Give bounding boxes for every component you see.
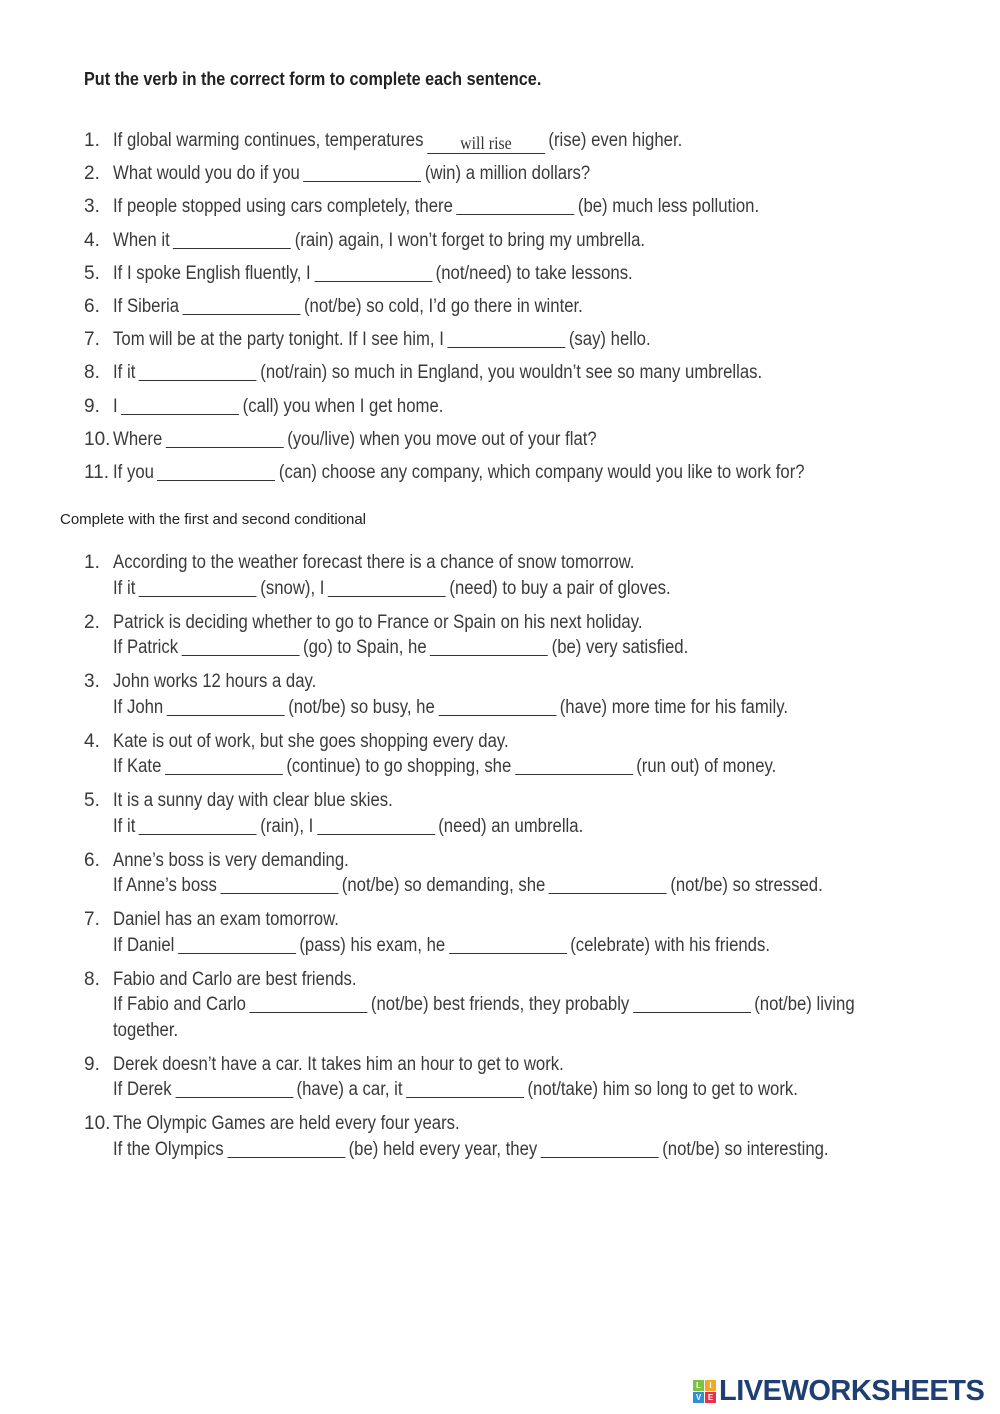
answer-blank[interactable] — [139, 814, 257, 835]
sentence-line — [113, 754, 855, 780]
answer-blank[interactable] — [183, 294, 301, 315]
item-number: 4. — [84, 730, 100, 752]
sentence-text: (not/be) so cold, I’d go there in winter. — [303, 295, 583, 317]
sentence-line — [113, 1018, 855, 1044]
sentence-text: (rain), I — [260, 815, 314, 837]
sentence-text: If Patrick — [113, 637, 179, 658]
sentence-text: (win) a million dollars? — [424, 163, 591, 185]
sentence-text: (rain) again, I won’t forget to bring my umbrella. — [294, 229, 646, 251]
logo-text: LIVEWORKSHEETS — [719, 1375, 985, 1407]
answer-blank[interactable] — [121, 394, 239, 415]
sentence-text: What would you do if you — [113, 163, 300, 185]
sentence-line — [113, 576, 855, 602]
section2-list — [84, 550, 960, 1171]
sentence-text: I — [113, 395, 118, 417]
sentence-text: If Daniel — [113, 934, 175, 956]
sentence-text: If Kate — [113, 756, 162, 777]
sentence-text: If John — [113, 696, 164, 718]
exercise-item — [84, 290, 903, 323]
answer-blank[interactable] — [430, 635, 548, 656]
sentence-line — [113, 190, 805, 223]
sentence-text: (pass) his exam, he — [299, 934, 446, 956]
sentence-line — [113, 610, 855, 636]
exercise-item — [84, 1052, 960, 1103]
answer-blank[interactable] — [449, 933, 567, 954]
sentence-text: When it — [113, 229, 170, 251]
sentence-text: (go) to Spain, he — [303, 637, 427, 658]
item-number: 11. — [84, 461, 110, 483]
exercise-item — [84, 1111, 960, 1162]
sentence-line — [113, 992, 855, 1018]
sentence-line — [113, 124, 805, 157]
answer-blank[interactable] — [541, 1137, 659, 1158]
sentence-text: (have) more time for his family. — [559, 696, 788, 718]
answer-blank[interactable] — [165, 754, 283, 775]
sentence-text: If Siberia — [113, 295, 180, 317]
answer-blank[interactable] — [227, 1137, 345, 1158]
answer-blank[interactable]: will rise — [427, 133, 545, 154]
sentence-text: (have) a car, it — [296, 1079, 403, 1100]
exercise-item — [84, 124, 903, 157]
item-number: 1. — [84, 552, 100, 573]
answer-blank[interactable] — [515, 754, 633, 775]
item-number: 5. — [84, 262, 100, 284]
section1-list — [84, 124, 903, 489]
item-number: 7. — [84, 329, 100, 351]
answer-blank[interactable] — [406, 1077, 524, 1098]
sentence-line — [113, 157, 805, 190]
sentence-text: (need) an umbrella. — [438, 815, 584, 837]
answer-blank[interactable] — [167, 695, 285, 716]
item-number: 9. — [84, 1053, 100, 1075]
logo-letter: L — [693, 1380, 704, 1391]
sentence-text: It is a sunny day with clear blue skies. — [113, 790, 393, 811]
sentence-text: (can) choose any company, which company would you like to work for? — [278, 461, 805, 483]
item-number: 2. — [84, 611, 100, 633]
item-number: 9. — [84, 395, 100, 417]
sentence-text: Fabio and Carlo are best friends. — [113, 968, 357, 990]
item-number: 1. — [84, 130, 100, 151]
exercise-item — [84, 848, 960, 899]
sentence-text: The Olympic Games are held every four years. — [113, 1113, 460, 1134]
sentence-text: According to the weather forecast there is a chance of snow tomorrow. — [113, 552, 635, 573]
sentence-line — [113, 290, 805, 323]
sentence-line — [113, 907, 855, 933]
item-number: 6. — [84, 295, 100, 317]
logo-letter: V — [693, 1392, 704, 1403]
item-number: 2. — [84, 163, 100, 185]
sentence-text: If people stopped using cars completely, there — [113, 196, 453, 218]
sentence-text: (not/be) so stressed. — [670, 875, 823, 896]
sentence-text: (not/be) so interesting. — [662, 1138, 829, 1160]
exercise-item — [84, 550, 960, 601]
answer-blank[interactable] — [182, 635, 300, 656]
sentence-text: (not/be) so busy, he — [288, 696, 435, 718]
logo-icon — [693, 1380, 716, 1403]
sentence-text: (not/be) best friends, they probably — [370, 994, 630, 1015]
answer-blank[interactable] — [447, 327, 565, 348]
item-number: 10. — [84, 1113, 111, 1134]
section1-heading: Put the verb in the correct form to complete each sentence. — [84, 69, 542, 89]
sentence-text: If it — [113, 577, 136, 599]
sentence-text: Anne’s boss is very demanding. — [113, 849, 349, 871]
answer-blank[interactable] — [175, 1077, 293, 1098]
section2-heading: Complete with the first and second conditional — [60, 511, 367, 528]
sentence-text: (be) much less pollution. — [577, 196, 760, 218]
sentence-line — [113, 257, 805, 290]
sentence-line — [113, 695, 855, 721]
sentence-text: Tom will be at the party tonight. If I see him, I — [113, 329, 444, 351]
answer-blank[interactable] — [328, 576, 446, 597]
sentence-line — [113, 1137, 855, 1163]
liveworksheets-logo — [693, 1375, 984, 1408]
item-number: 8. — [84, 362, 100, 384]
exercise-item — [84, 729, 960, 780]
sentence-text: Derek doesn’t have a car. It takes him an hour to get to work. — [113, 1053, 564, 1075]
sentence-text: (be) held every year, they — [348, 1138, 538, 1160]
sentence-line — [113, 550, 855, 576]
sentence-text: (snow), I — [260, 577, 325, 599]
answer-blank[interactable] — [139, 360, 257, 381]
sentence-text: Patrick is deciding whether to go to France or Spain on his next holiday. — [113, 611, 643, 633]
sentence-line — [113, 1052, 855, 1078]
sentence-text: (call) you when I get home. — [242, 395, 444, 417]
exercise-item — [84, 788, 960, 839]
exercise-item — [84, 967, 960, 1044]
sentence-line — [113, 224, 805, 257]
sentence-text: Daniel has an exam tomorrow. — [113, 909, 339, 930]
sentence-text: (run out) of money. — [636, 756, 777, 777]
sentence-text: If you — [113, 461, 154, 483]
sentence-text: If the Olympics — [113, 1138, 224, 1160]
exercise-item — [84, 423, 903, 456]
item-number: 3. — [84, 196, 100, 218]
sentence-text: (continue) to go shopping, she — [286, 756, 512, 777]
exercise-item — [84, 356, 903, 389]
item-number: 4. — [84, 229, 100, 251]
sentence-text: (not/be) living — [754, 994, 855, 1015]
sentence-text: If Fabio and Carlo — [113, 994, 246, 1015]
answer-blank[interactable] — [178, 933, 296, 954]
sentence-text: (say) hello. — [568, 329, 651, 351]
exercise-item — [84, 157, 903, 190]
sentence-text: If Derek — [113, 1079, 172, 1100]
sentence-line — [113, 456, 805, 489]
exercise-item — [84, 224, 903, 257]
sentence-line — [113, 967, 855, 993]
item-number: 3. — [84, 671, 100, 692]
sentence-text: If global warming continues, temperatures — [113, 130, 424, 151]
sentence-text: If Anne’s boss — [113, 875, 217, 896]
sentence-line — [113, 873, 855, 899]
sentence-text: (not/be) so demanding, she — [341, 875, 546, 896]
sentence-text: If it — [113, 815, 136, 837]
sentence-line — [113, 933, 855, 959]
exercise-item — [84, 610, 960, 661]
sentence-text: Kate is out of work, but she goes shopping every day. — [113, 730, 509, 752]
logo-letter: I — [705, 1380, 716, 1391]
sentence-text: (not/rain) so much in England, you wouldn’t see so many umbrellas. — [260, 362, 763, 384]
exercise-item — [84, 257, 903, 290]
answer-blank[interactable] — [166, 427, 284, 448]
exercise-item — [84, 456, 903, 489]
answer-blank[interactable] — [438, 695, 556, 716]
sentence-line — [113, 423, 805, 456]
sentence-text: (you/live) when you move out of your flat? — [287, 428, 597, 450]
exercise-item — [84, 907, 960, 958]
answer-blank[interactable] — [173, 228, 291, 249]
sentence-line — [113, 635, 855, 661]
answer-blank[interactable] — [633, 992, 751, 1013]
sentence-line — [113, 814, 855, 840]
answer-blank[interactable] — [549, 873, 667, 894]
sentence-line — [113, 1077, 855, 1103]
sentence-line — [113, 788, 855, 814]
sentence-text: If I spoke English fluently, I — [113, 262, 311, 284]
sentence-text: (not/take) him so long to get to work. — [527, 1079, 798, 1100]
exercise-item — [84, 669, 960, 720]
sentence-line — [113, 390, 805, 423]
logo-letter: E — [705, 1392, 716, 1403]
exercise-item — [84, 390, 903, 423]
item-number: 7. — [84, 909, 100, 930]
sentence-text: John works 12 hours a day. — [113, 671, 317, 692]
sentence-text: together. — [113, 1019, 179, 1041]
sentence-text: (need) to buy a pair of gloves. — [449, 577, 671, 599]
sentence-text: (not/need) to take lessons. — [435, 262, 633, 284]
sentence-text: If it — [113, 362, 136, 384]
answer-blank[interactable] — [249, 992, 367, 1013]
answer-blank[interactable] — [456, 194, 574, 215]
sentence-line — [113, 356, 805, 389]
sentence-text: (celebrate) with his friends. — [570, 934, 771, 956]
sentence-line — [113, 323, 805, 356]
answer-blank[interactable] — [157, 460, 275, 481]
item-number: 10. — [84, 428, 111, 450]
answer-blank[interactable] — [139, 576, 257, 597]
answer-blank[interactable] — [314, 261, 432, 282]
item-number: 6. — [84, 849, 100, 871]
exercise-item — [84, 190, 903, 223]
answer-blank[interactable] — [303, 161, 421, 182]
exercise-item — [84, 323, 903, 356]
sentence-line — [113, 1111, 855, 1137]
sentence-line — [113, 669, 855, 695]
sentence-text: Where — [113, 428, 163, 450]
sentence-text: (rise) even higher. — [548, 130, 683, 151]
answer-blank[interactable] — [317, 814, 435, 835]
sentence-text: (be) very satisfied. — [551, 637, 689, 658]
answer-blank[interactable] — [220, 873, 338, 894]
item-number: 5. — [84, 790, 100, 811]
sentence-line — [113, 848, 855, 874]
item-number: 8. — [84, 968, 100, 990]
sentence-line — [113, 729, 855, 755]
